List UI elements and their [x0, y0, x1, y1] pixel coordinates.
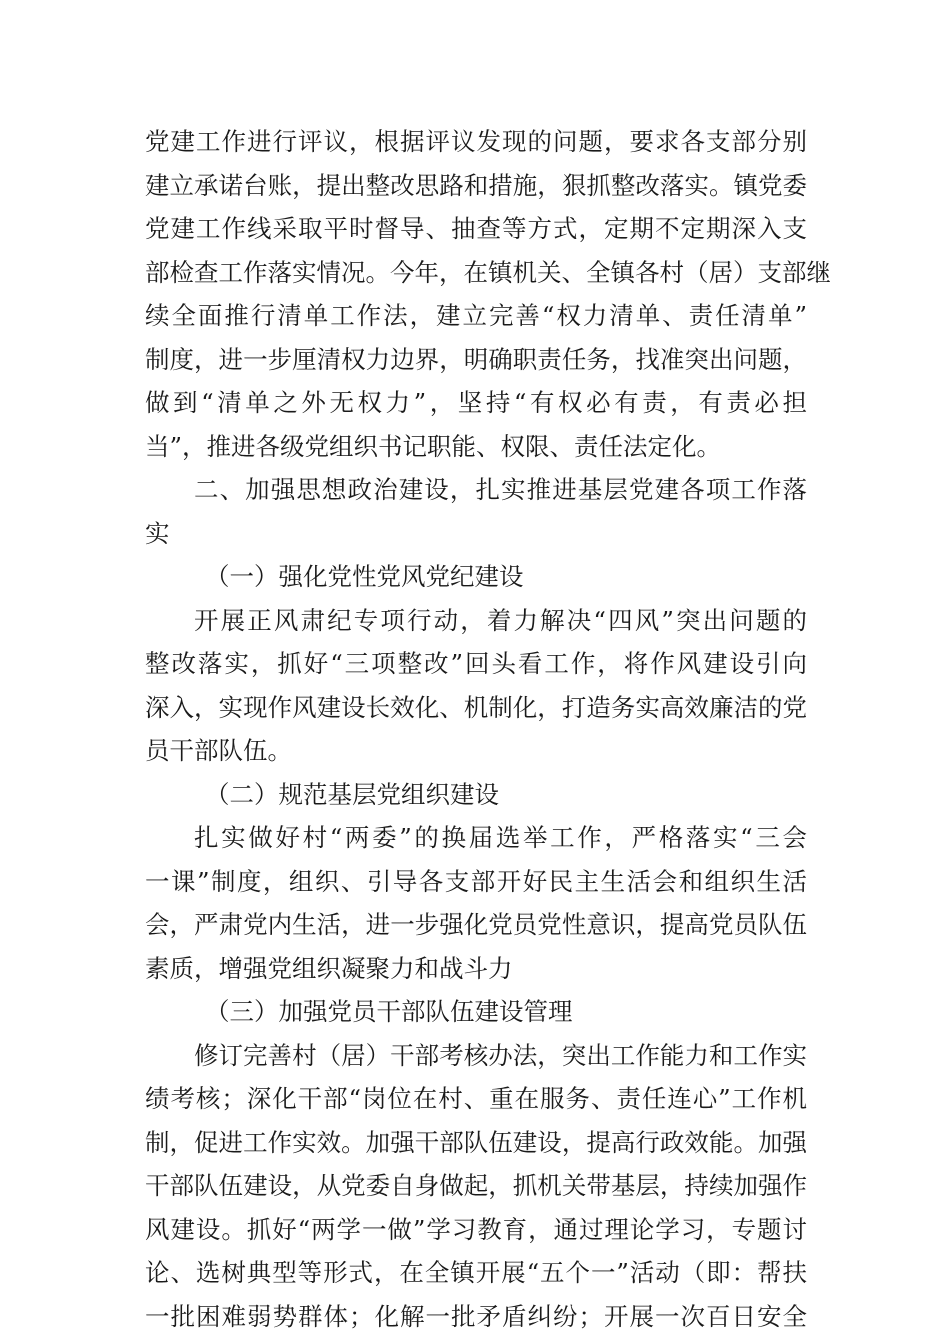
text-line: 绩考核；深化干部“岗位在村、重在服务、责任连心”工作机: [145, 1084, 807, 1113]
text-line: 当”，推进各级党组织书记职能、权限、责任法定化。: [145, 431, 722, 461]
text-line: 制度，进一步厘清权力边界，明确职责任务，找准突出问题，: [145, 344, 807, 374]
text-line: 风建设。抓好“两学一做”学习教育，通过理论学习，专题讨: [145, 1214, 807, 1244]
text-line: （二）规范基层党组织建设: [205, 779, 499, 809]
text-line: 开展正风肃纪专项行动，着力解决“四风”突出问题的: [194, 605, 807, 635]
text-line: 扎实做好村“两委”的换届选举工作，严格落实“三会: [194, 823, 807, 852]
text-line: 做到“清单之外无权力”，坚持“有权必有责，有责必担: [145, 388, 807, 417]
text-line: 修订完善村（居）干部考核办法，突出工作能力和工作实: [194, 1040, 807, 1070]
text-line: （三）加强党员干部队伍建设管理: [205, 997, 573, 1026]
text-line: 实: [145, 518, 170, 548]
text-line: 员干部队伍。: [145, 736, 292, 765]
text-line: 一批困难弱势群体；化解一批矛盾纠纷；开展一次百日安全: [145, 1301, 807, 1331]
text-line: 会，严肃党内生活，进一步强化党员党性意识，提高党员队伍: [145, 910, 807, 939]
text-line: 制，促进工作实效。加强干部队伍建设，提高行政效能。加强: [145, 1127, 807, 1157]
text-line: 建立承诺台账，提出整改思路和措施，狠抓整改落实。镇党委: [145, 170, 807, 200]
text-line: 二、加强思想政治建设，扎实推进基层党建各项工作落: [194, 475, 807, 504]
text-line: 干部队伍建设，从党委自身做起，抓机关带基层，持续加强作: [145, 1171, 807, 1200]
text-line: 素质，增强党组织凝聚力和战斗力: [145, 953, 513, 983]
body-text: [145, 120, 831, 1338]
text-line: 整改落实，抓好“三项整改”回头看工作，将作风建设引向: [145, 649, 807, 678]
text-line: 党建工作进行评议，根据评议发现的问题，要求各支部分别: [145, 127, 807, 156]
text-line: 论、选树典型等形式，在全镇开展“五个一”活动（即：帮扶: [145, 1258, 807, 1287]
text-line: 一课”制度，组织、引导各支部开好民主生活会和组织生活: [145, 866, 807, 896]
text-line: 续全面推行清单工作法，建立完善“权力清单、责任清单”: [145, 301, 807, 330]
text-line: （一）强化党性党风党纪建设: [205, 562, 524, 591]
text-line: 深入，实现作风建设长效化、机制化，打造务实高效廉洁的党: [145, 692, 807, 722]
text-line: 党建工作线采取平时督导、抽查等方式，定期不定期深入支: [145, 214, 807, 243]
text-line: 部检查工作落实情况。今年，在镇机关、全镇各村（居）支部继: [145, 257, 831, 287]
